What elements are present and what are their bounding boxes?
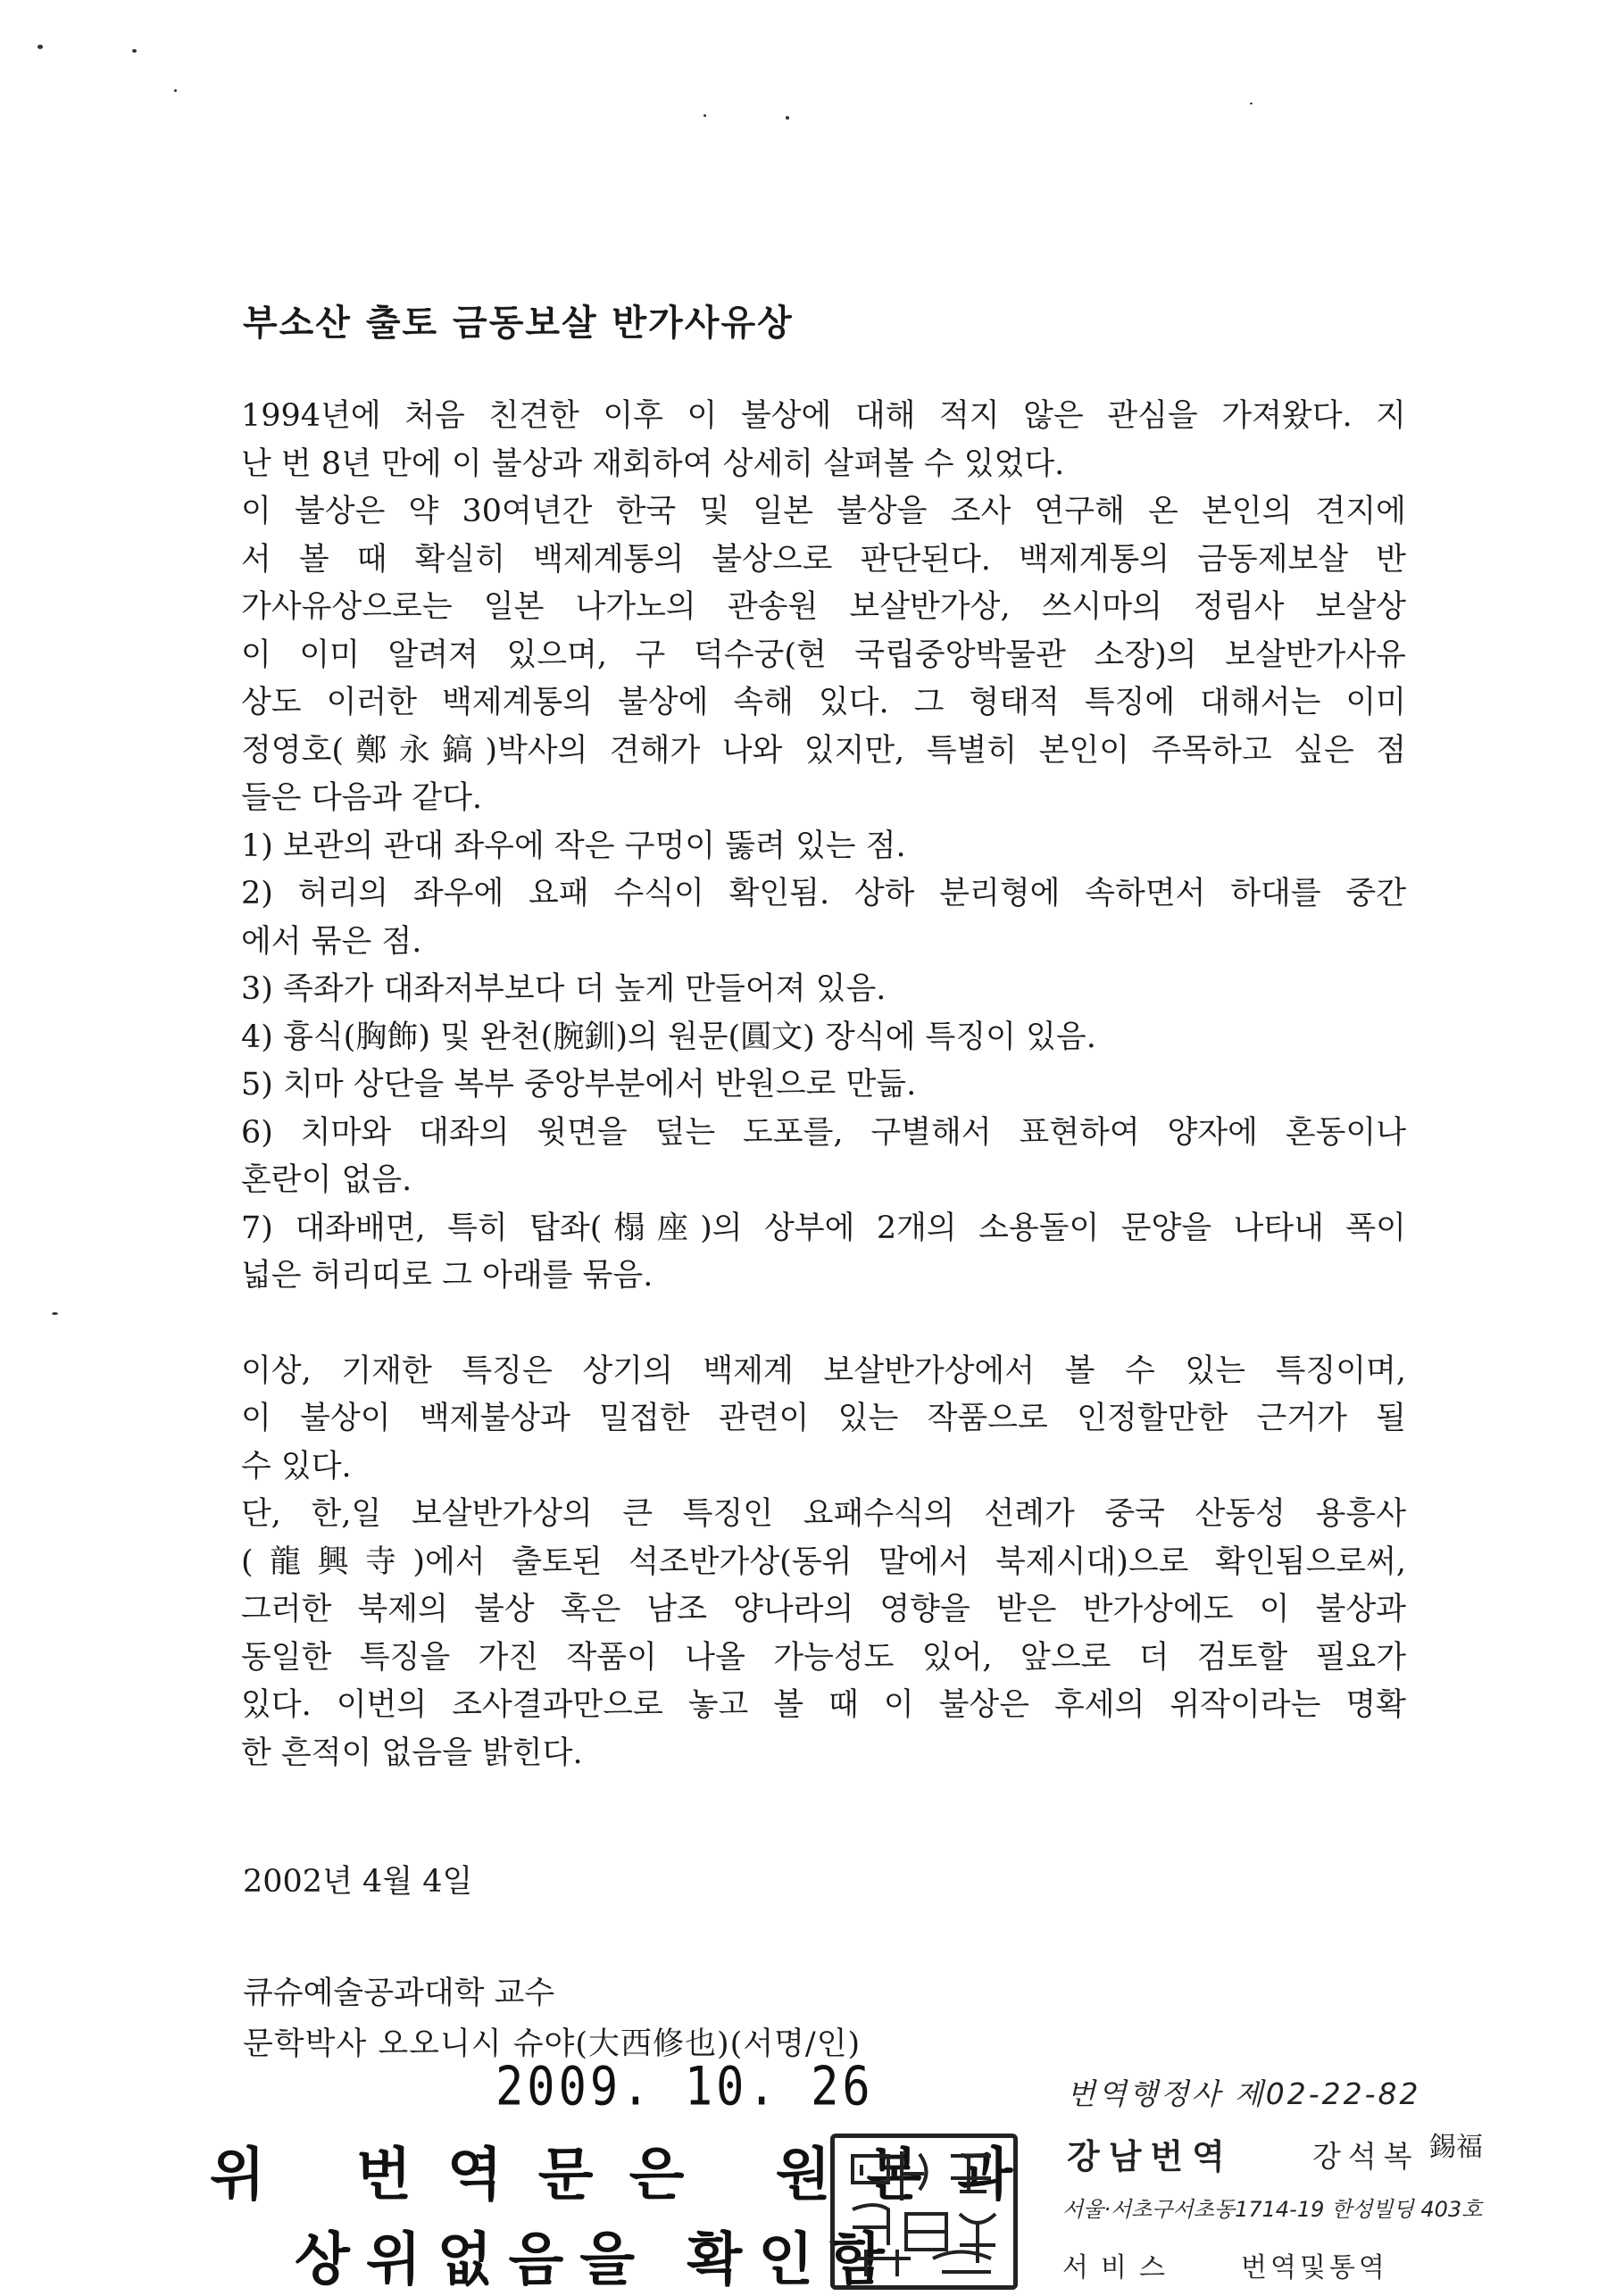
body-line: 넓은 허리띠로 그 아래를 묶음. [241,1258,653,1294]
body-line: 이 불상은 약 30여년간 한국 및 일본 불상을 조사 연구해 온 본인의 견지에 [241,494,1406,529]
office-name: 강남번역 [1067,2137,1234,2176]
body-line: (龍興寺)에서 출토된 석조반가상(동위 말에서 북제시대)으로 확인됨으로써, [241,1543,1406,1580]
body-line: 에서 묶은 점. [241,923,422,960]
certification-date-stamp: 2009. 10. 26 [495,2056,874,2118]
body-line: 단, 한,일 보살반가상의 큰 특징인 요패수식의 선례가 중국 산동성 용흥사 [241,1496,1406,1532]
body-line: 1994년에 처음 친견한 이후 이 불상에 대해 적지 않은 관심을 가져왔다. 지 [241,398,1406,434]
body-line: 난 번 8년 만에 이 불상과 재회하여 상세히 살펴볼 수 있었다. [241,445,1065,482]
document-title: 부소산 출토 금동보살 반가사유상 [243,302,794,344]
body-line: 한 흔적이 없음을 밝힌다. [241,1734,583,1771]
body-line: 이 불상이 백제불상과 밀접한 관련이 있는 작품으로 인정할만한 근거가 될 [241,1401,1406,1436]
body-line: 수 있다. [241,1448,352,1485]
certification-line-2: 상위없음을 확인함 [295,2227,901,2293]
body-line: 동일한 특징을 가진 작품이 나올 가능성도 있어, 앞으로 더 검토할 필요가 [241,1639,1406,1676]
official-seal [830,2134,1018,2290]
body-line: 이 이미 알려져 있으며, 구 덕수궁(현 국립중앙박물관 소장)의 보살반가사유 [241,636,1406,673]
paragraph-gap [241,1301,1406,1348]
body-line: 가사유상으로는 일본 나가노의 관송원 보살반가상, 쓰시마의 정림사 보살상 [241,589,1406,625]
body-line: 7) 대좌배면, 특히 탑좌(榻座)의 상부에 2개의 소용돌이 문양을 나타내 폭이 [241,1210,1406,1246]
body-line: 6) 치마와 대좌의 윗면을 덮는 도포를, 구별해서 표현하여 양자에 혼동이나 [241,1114,1406,1151]
seal-graphic [835,2138,1013,2285]
personal-seal: 錫福 [1429,2132,1483,2163]
office-service: 번역및통역 [1241,2252,1388,2284]
body-line: 3) 족좌가 대좌저부보다 더 높게 만들어져 있음. [241,971,887,1007]
office-address: 서울·서초구서초동1714-19 한성빌딩 403호 [1062,2197,1483,2222]
body-line: 서 볼 때 확실히 백제계통의 불상으로 판단된다. 백제계통의 금동제보살 반 [241,541,1406,578]
office-registration: 번역행정사 제02-22-82 [1067,2076,1421,2111]
document-date: 2002년 4월 4일 [243,1864,473,1900]
certification-line-1: 위 번역문은 원본과 [210,2142,1049,2209]
body-line: 5) 치마 상단을 복부 중앙부분에서 반원으로 만듦. [241,1067,917,1102]
body-line: 정영호(鄭永鎬)박사의 견해가 나와 있지만, 특별히 본인이 주목하고 싶은 점 [241,732,1406,769]
body-line: 들은 다음과 같다. [241,780,483,816]
body-line: 상도 이러한 백제계통의 불상에 속해 있다. 그 형태적 특징에 대해서는 이미 [241,685,1406,720]
document-body [241,393,1406,1777]
author-affiliation: 큐슈예술공과대학 교수 [243,1976,555,2011]
body-line: 혼란이 없음. [241,1162,412,1198]
office-service-label: 서비스 [1062,2252,1178,2284]
body-line: 4) 흉식(胸飾) 및 완천(腕釧)의 원문(圓文) 장식에 특징이 있음. [241,1019,1096,1055]
author-signatory: 문학박사 오오니시 슈야(大西修也)(서명/인) [243,2026,862,2062]
body-line: 그러한 북제의 불상 혹은 남조 양나라의 영향을 받은 반가상에도 이 불상과 [241,1592,1406,1627]
body-line: 2) 허리의 좌우에 요패 수식이 확인됨. 상하 분리형에 속하면서 하대를 중간 [241,876,1406,911]
body-line: 1) 보관의 관대 좌우에 작은 구멍이 뚫려 있는 점. [241,828,906,864]
body-line: 있다. 이번의 조사결과만으로 놓고 볼 때 이 불상은 후세의 위작이라는 명확 [241,1687,1406,1723]
body-line: 이상, 기재한 특징은 상기의 백제계 보살반가상에서 볼 수 있는 특징이며, [241,1352,1406,1389]
office-person: 강석복 [1312,2139,1419,2174]
